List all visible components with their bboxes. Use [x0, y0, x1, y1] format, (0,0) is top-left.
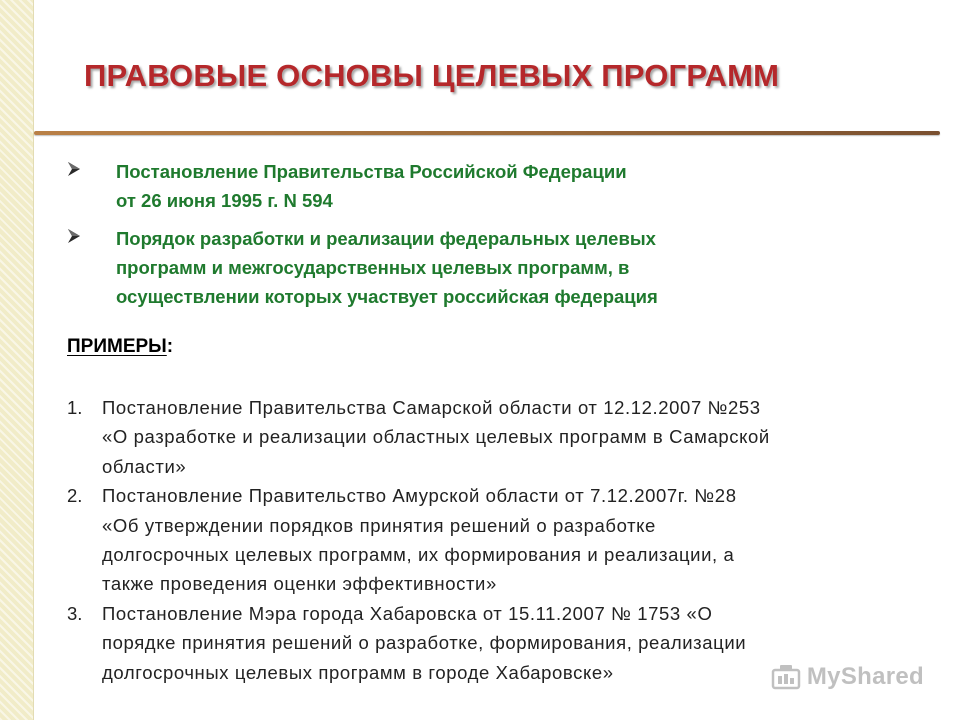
decorative-left-strip: [0, 0, 34, 720]
watermark-text: MyShared: [806, 663, 924, 690]
examples-heading: [67, 336, 173, 358]
arrow-bullet-icon: [66, 227, 84, 245]
bullet-text: Постановление Правительства Российской Федерации от 26 июня 1995 г. N 594: [116, 161, 627, 211]
example-number: 2.: [67, 485, 83, 507]
title-divider: [34, 131, 940, 135]
example-text: Постановление Мэра города Хабаровска от 15.11.2007 № 1753 «О порядке принятия решений о разработке, формирования, реализации долгосрочных целевых программ в городе Хабаровске»: [102, 602, 747, 683]
example-item: [67, 393, 927, 481]
slide-title: ПРАВОВЫЕ ОСНОВЫ ЦЕЛЕВЫХ ПРОГРАММ: [84, 58, 780, 93]
example-text: Постановление Правительство Амурской области от 7.12.2007г. №28 «Об утверждении порядков принятия решений о разработке долгосрочных целевых программ, их формирования и реализации, а также проведения оценки эффективности»: [102, 485, 737, 595]
examples-heading-colon: :: [166, 336, 174, 357]
example-number: 3.: [67, 602, 83, 624]
example-item: [67, 481, 927, 599]
examples-heading-label: ПРИМЕРЫ: [67, 336, 167, 357]
example-number: 1.: [67, 397, 83, 418]
watermark: [771, 662, 924, 692]
bullet-text: Порядок разработки и реализации федеральных целевых программ и межгосударственных целевых программ, в осуществлении которых участвует российская федерация: [116, 228, 658, 307]
myshared-logo-icon: [771, 662, 801, 692]
examples-list: [67, 393, 927, 687]
arrow-bullet-icon: [66, 160, 84, 178]
example-text: Постановление Правительства Самарской области от 12.12.2007 №253 «О разработке и реализации областных целевых программ в Самарской области»: [102, 397, 770, 477]
